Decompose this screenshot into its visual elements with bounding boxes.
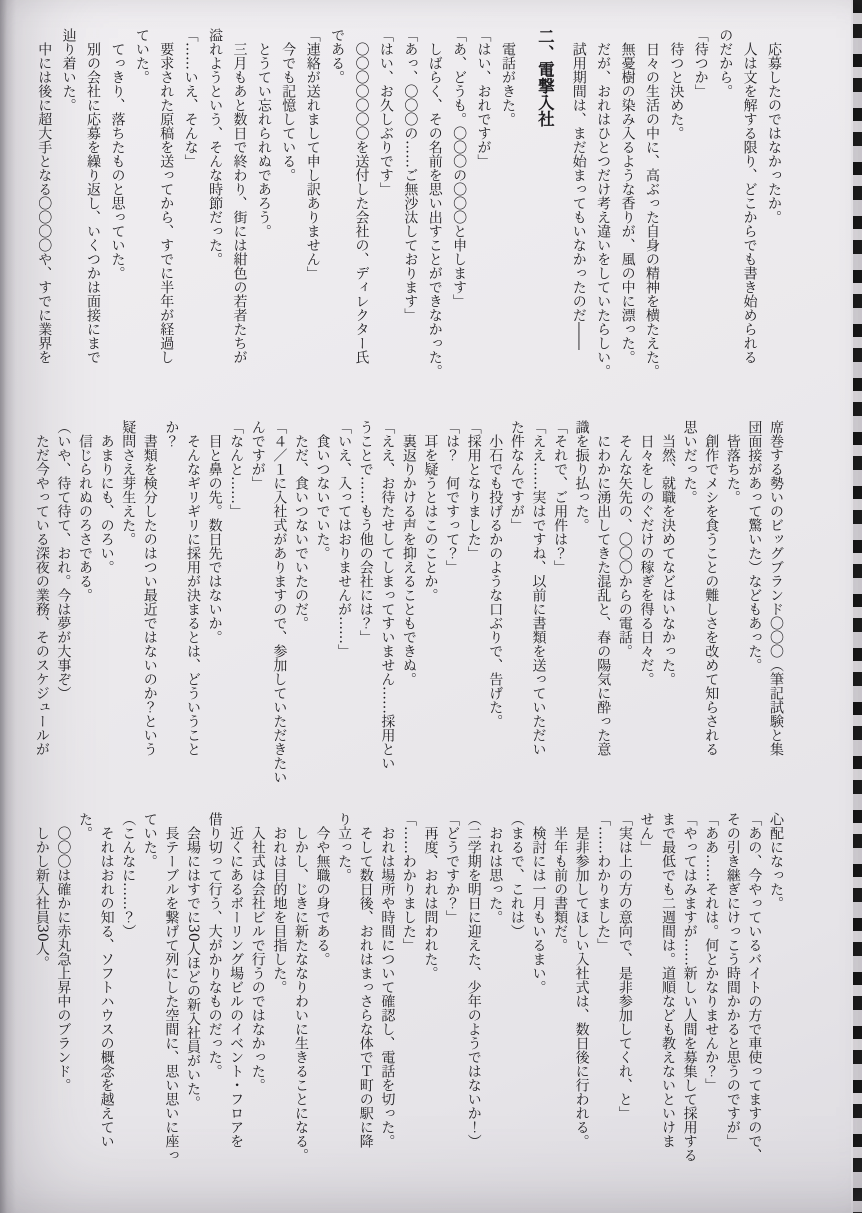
text-line: 借り切って行う、大がかりなものだった。 — [206, 812, 223, 1078]
text-band-top — [32, 28, 786, 393]
text-line: ただ今やっている深夜の業務、そのスケジュールが — [33, 420, 50, 756]
text-line: 会場にはすでに30人ほどの新入社員がいた。 — [184, 812, 201, 1110]
text-line: にわかに湧出してきた混乱と、春の陽気に酔った意 — [595, 420, 612, 756]
text-line: まで最低でも二週間は。道順なども教えないといけま — [660, 812, 677, 1148]
text-line: とうてい忘れられぬであろう。 — [255, 28, 272, 238]
text-line: 書類を検分したのはつい最近ではないのか？という — [141, 420, 158, 756]
text-line: か？ — [163, 420, 180, 448]
text-line: 無憂樹の染み入るような香りが、風の中に漂った。 — [619, 28, 636, 364]
text-line: のだから。 — [717, 28, 734, 98]
text-line: 「やってはみますが……新しい人間を募集して採用する — [681, 812, 698, 1162]
text-line: 検討には一月もいるまい。 — [530, 812, 547, 994]
text-line: 創作でメシを食うことの難しさを改めて知らされる — [703, 420, 720, 756]
text-line: た件なんですが」 — [508, 420, 525, 532]
text-line: 近くにあるボーリング場ビルのイベント・フロアを — [228, 812, 245, 1148]
text-line: だが、おれはひとつだけ考え違いをしていたらしい。 — [595, 28, 612, 378]
text-line: 心配になった。 — [768, 812, 784, 910]
text-line: 入社式は会社ビルで行うのではなかった。 — [249, 812, 266, 1092]
text-line: 識を振り払った。 — [573, 420, 590, 532]
text-line: 半年も前の書類だ。 — [552, 812, 569, 952]
text-line: 「あ、どうも。〇〇〇の〇〇〇と申します」 — [451, 28, 468, 308]
text-line: 「それで、ご用件は？」 — [552, 420, 569, 574]
text-line: せん」 — [638, 812, 655, 854]
text-line: 溢れようという、そんな時節だった。 — [207, 28, 224, 266]
text-line: 是非参加してほしい入社式は、数日後に行われる。 — [573, 812, 590, 1148]
text-line: 目と鼻の先。数日先ではないか。 — [206, 420, 223, 644]
text-line: 当然、就職を決めてなどはいなかった。 — [660, 420, 677, 686]
text-line: そんな矢先の、〇〇〇からの電話。 — [616, 420, 633, 658]
text-line: 応募したのではなかったか。 — [766, 28, 782, 224]
text-line: しかし新入社員30人。 — [33, 812, 50, 970]
text-line: 「あの、今やっているバイトの方で車使ってますので、 — [746, 812, 763, 1162]
text-line: 人は文を解する限り、どこからでも書き始められる — [741, 28, 758, 364]
text-line: 別の会社に応募を繰り返し、いくつかは面接にまで — [85, 28, 102, 364]
text-line: 小石でも投げるかのような口ぶりで、告げた。 — [487, 420, 504, 728]
text-line: んですが」 — [249, 420, 266, 490]
text-line: 「ええ……実はですね、以前に書類を送っていただい — [530, 420, 547, 756]
text-line: 「連絡が送れまして申し訳ありません」 — [304, 28, 321, 280]
text-line: 今でも記憶している。 — [280, 28, 297, 182]
text-line: 〇〇〇は確かに赤丸急上昇中のブランド。 — [55, 812, 72, 1092]
text-line: 「ええ、お待たせしてしまってすいません……採用とい — [379, 420, 396, 770]
text-band-middle — [30, 420, 786, 786]
text-line: （いや、待て待て、おれ。今は夢が大事ぞ） — [55, 420, 72, 700]
text-line: 日々をしのぐだけの稼ぎを得る日々だ。 — [638, 420, 655, 686]
text-line: おれは場所や時間について確認し、電話を切った。 — [379, 812, 396, 1148]
text-line: 今や無職の身である。 — [314, 812, 331, 966]
text-line: うことで……もう他の会社には？」 — [357, 420, 374, 644]
text-line: 「いえ、入ってはおりませんが……」 — [336, 420, 353, 658]
text-line: それはおれの知る、ソフトハウスの概念を越えてい — [98, 812, 115, 1148]
text-line: 「はい、お久しぶりです」 — [377, 28, 394, 196]
text-line: 待つと決めた。 — [668, 28, 685, 140]
binding-edge-marks — [851, 0, 862, 1213]
text-line: り立った。 — [336, 812, 353, 882]
text-line: おれは思った。 — [487, 812, 504, 924]
text-line: 耳を疑うとはこのことか。 — [422, 420, 439, 602]
text-line: ていた。 — [133, 28, 150, 84]
text-line: しばらく、その名前を思い出すことができなかった。 — [426, 28, 443, 378]
page-left-shadow — [0, 0, 16, 1213]
text-line: た。 — [77, 812, 93, 840]
text-line: 皆落ちた。 — [724, 420, 741, 504]
text-line: 辿り着いた。 — [60, 28, 77, 112]
text-line: 日々の生活の中に、高ぶった自身の精神を横たえた。 — [643, 28, 660, 378]
text-line: 「待つか」 — [692, 28, 709, 98]
text-line: 「どうですか？」 — [444, 812, 461, 924]
text-line: 「採用となりました」 — [465, 420, 482, 560]
text-line: 「あっ、〇〇〇の……ご無沙汰しております」 — [402, 28, 419, 322]
text-line: （二学期を明日に迎えた、少年のようではないか！） — [465, 812, 482, 1148]
text-line: 〇〇〇〇〇〇〇を送付した会社の、ディレクター氏 — [353, 28, 370, 364]
text-line: しかし、じきに新たななりわいに生きることになる。 — [292, 812, 309, 1162]
text-line: 要求された原稿を送ってから、すでに半年が経過し — [158, 28, 175, 364]
text-line: 団面接があって驚いた）などもあった。 — [746, 420, 763, 672]
text-line: 思いだった。 — [681, 420, 698, 504]
text-line: 「はい、おれですが」 — [475, 28, 492, 168]
text-line: ただ、食いつないでいたのだ。 — [292, 420, 309, 630]
text-line: あまりにも、のろい。 — [98, 420, 115, 574]
text-line: 「は？ 何ですって？」 — [444, 420, 461, 574]
text-line: 「なんと……」 — [228, 420, 245, 518]
text-line: 「４／１に入社式がありますので、参加していただきたい — [271, 420, 288, 784]
text-line: 「……わかりました」 — [400, 812, 417, 952]
text-line: 「……わかりました」 — [595, 812, 612, 952]
text-line: 電話がきた。 — [499, 28, 516, 126]
text-line: 試用期間は、まだ始まってもいなかったのだ―― — [570, 28, 587, 350]
text-line: 再度、おれは問われた。 — [422, 812, 439, 980]
text-line: （まるで、これは） — [508, 812, 525, 938]
text-line: 「ああ……それは。何とかなりませんか？」 — [703, 812, 720, 1092]
text-line: 三月もあと数日で終わり、街には紺色の若者たちが — [231, 28, 248, 364]
text-band-bottom — [30, 812, 786, 1182]
text-line: 裏返りかける声を抑えることもできぬ。 — [400, 420, 417, 686]
text-line: 中には後に超大手となる〇〇〇〇や、すでに業界を — [36, 28, 53, 364]
text-line: 「……いえ、そんな」 — [182, 28, 199, 168]
text-line: 信じられぬのろさである。 — [77, 420, 93, 602]
text-line: ていた。 — [141, 812, 158, 868]
text-line: 長テーブルを繋げて列にした空間に、思い思いに座っ — [163, 812, 180, 1162]
text-line: （こんなに……？） — [120, 812, 137, 938]
text-line: そんなギリギリに採用が決まるとは、どういうこと — [184, 420, 201, 756]
text-line: 疑問さえ芽生えた。 — [120, 420, 137, 546]
text-line: である。 — [329, 28, 346, 84]
text-line: そして数日後、おれはまっさらな体でＴ町の駅に降 — [357, 812, 374, 1148]
text-line: おれは目的地を目指した。 — [271, 812, 288, 994]
text-line: 食いつないでいた。 — [314, 420, 331, 560]
text-line: 席巻する勢いのビッグブランド〇〇〇（筆記試験と集 — [768, 420, 784, 756]
text-line: その引き継ぎにけっこう時間かかると思うのですが」 — [724, 812, 741, 1148]
text-line: てっきり、落ちたものと思っていた。 — [109, 28, 126, 280]
text-line: 「実は上の方の意向で、是非参加してくれ、と」 — [616, 812, 633, 1120]
section-heading: 二、電撃入社 — [535, 28, 555, 127]
